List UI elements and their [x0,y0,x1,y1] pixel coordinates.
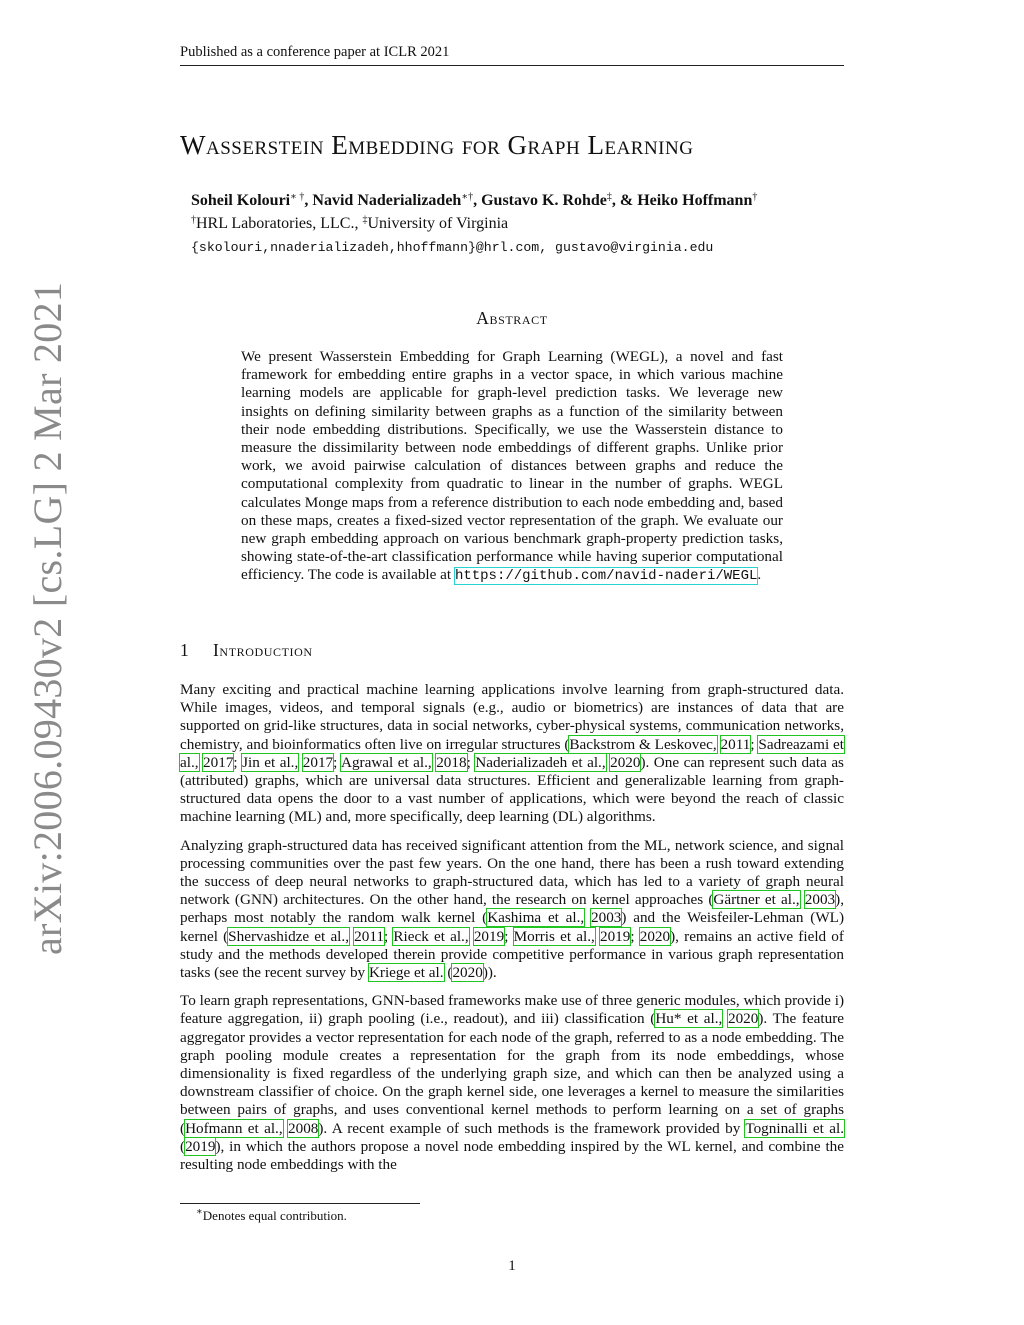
paper-title: Wasserstein Embedding for Graph Learning [180,130,694,160]
citation-link[interactable]: 2020 [610,753,641,771]
separator: ; [630,927,640,945]
separator: ; [466,753,476,771]
citation-link[interactable]: Naderializadeh et al., [475,753,606,771]
citation-link[interactable]: 2019 [599,927,631,945]
citation-link[interactable]: 2019 [473,927,505,945]
author-name: , & Heiko Hoffmann [611,192,753,209]
citation-link[interactable]: 2020 [452,964,483,982]
paragraph-text: ), in which the authors propose a novel node embedding inspired by the WL kernel, and combine the resulting node embeddings with the [180,1137,844,1174]
author-mark: ∗† [461,191,474,203]
citation-link[interactable]: 2003 [804,891,836,909]
paragraph-text: )). [482,964,497,982]
section-title: Introduction [213,640,313,660]
citation-link[interactable]: 2018 [436,753,467,771]
paragraph-text: ). A recent example of such methods is the framework provided by [318,1119,746,1137]
separator: ; [333,753,341,771]
arxiv-stamp: arXiv:2006.09430v2 [cs.LG] 2 Mar 2021 [25,281,70,955]
paragraph-text: Many exciting and practical machine learning applications involve learning from graph-structured data. While images, videos, and temporal signals (e.g., audio or biometrics) are instances of data that are supported on grid-like structures, data in social networks, cyber-physical systems, communication networks, chemistry, and bioinformatics often live on irregular structures ( [180,681,844,753]
section-number: 1 [180,640,190,660]
citation-link[interactable]: Hofmann et al., [185,1119,283,1137]
citation-link[interactable]: Rieck et al., [393,927,469,945]
citation-link[interactable]: 2020 [639,927,671,945]
paragraph-text: ). One can represent such data as (attributed) graphs, which are universal data structures. Efficient and generalizable learning from graph-structured data opens the door to a vast number of applications, which were beyond the reach of classic machine learning (ML) and, more specifically, deep learning (DL) algorithms. [180,753,844,826]
citation-link[interactable]: Jin et al., [242,753,299,771]
paragraph-text: ) and the Weisfeiler-Lehman (WL) kernel ( [180,909,845,945]
separator: ( [443,964,453,982]
citation-link[interactable]: Agrawal et al., [340,753,432,771]
paragraph [180,837,844,983]
paragraph-text: Analyzing graph-structured data has received significant attention from the ML, network science, and signal processing communities over the past few years. On the one hand, there has been a rush toward extending the success of deep neural networks to graph-structured data, which has led to a variety of graph neural network (GNN) architectures. On the other hand, the research on kernel approaches ( [180,836,844,909]
page-number: 1 [508,1258,516,1274]
abstract-end: . [757,566,762,584]
citation-link[interactable]: Shervashidze et al., [228,927,349,945]
citation-link[interactable]: 2011 [354,927,384,945]
abstract-body [241,348,783,586]
citation-link[interactable]: 2008 [288,1119,319,1137]
separator: ; [233,753,243,771]
separator: ; [383,927,394,945]
citation-link[interactable]: 2003 [591,909,622,927]
affiliation-text: University of Virginia [367,215,509,232]
separator: ( [180,1137,186,1155]
author-mark: ∗ † [290,191,305,203]
citation-link[interactable]: 2017 [203,753,234,771]
code-url-link[interactable]: https://github.com/navid-naderi/WEGL [454,568,758,585]
author-emails: {skolouri,nnaderializadeh,hhoffmann}@hrl.com, gustavo@virginia.edu [191,240,714,255]
footnote-text: Denotes equal contribution. [202,1208,347,1223]
citation-link[interactable]: Backstrom & Leskovec, [569,735,717,753]
affiliation-text: HRL Laboratories, LLC., [196,215,363,232]
citation-link[interactable]: 2020 [727,1010,759,1028]
paragraph-text: To learn graph representations, GNN-based frameworks make use of three generic modules, which provide i) feature aggregation, ii) graph pooling (i.e., readout), and iii) classification ( [180,992,844,1028]
author-mark: ‡ [606,191,612,203]
citation-link[interactable]: 2019 [185,1137,216,1155]
author-mark: † [752,191,758,203]
affiliations [191,215,851,233]
paragraph-text: ), perhaps most notably the random walk kernel ( [180,891,844,927]
citation-link[interactable]: Hu* et al., [655,1010,723,1028]
citation-link[interactable]: Gärtner et al., [713,891,800,909]
introduction-body [180,681,844,1184]
paragraph-text: ). The feature aggregator provides a vector representation for each node of the graph, referred to as a node embedding. The graph pooling module creates a representation for the graph from its node embeddings, whose dimensionality is fixed regardless of the underlying graph size, and which can then be analyzed using a downstream classifier of choice. On the graph kernel side, one leverages a kernel to measure the similarities between pairs of graphs, and uses conventional kernel methods to perform learning on a set of graphs ( [180,1010,844,1137]
affiliation-mark: † [191,214,196,226]
separator: ; [750,735,759,753]
footnote [196,1208,347,1224]
paragraph [180,992,844,1174]
paragraph-text: ), remains an active field of study and the methods developed therein provide competitive performance in various graph representation tasks (see the recent survey by [180,927,844,982]
abstract-text: We present Wasserstein Embedding for Graph Learning (WEGL), a novel and fast framework for embedding entire graphs in a vector space, in which various machine learning models are applicable for graph-level prediction tasks. We leverage new insights on defining similarity between graphs as a function of the similarity between their node embedding distributions. Specifically, we use the Wasserstein distance to measure the dissimilarity between node embeddings of different graphs. Unlike prior work, we avoid pairwise calculation of distances between graphs and reduce the computational complexity from quadratic to linear in the number of graphs. WEGL calculates Monge maps from a reference distribution to each node embedding and, based on these maps, creates a fixed-sized vector representation of the graph. We evaluate our new graph embedding approach on various benchmark graph-property prediction tasks, showing state-of-the-art classification performance while having superior computational efficiency. The code is available at [241,348,783,584]
citation-link[interactable]: Morris et al., [513,927,595,945]
author-name: , Navid Naderializadeh [304,192,462,209]
citation-link[interactable]: Togninalli et al. [745,1119,844,1137]
author-name: Soheil Kolouri [191,192,291,209]
running-header: Published as a conference paper at ICLR 2021 [180,44,844,66]
separator: ; [504,927,514,945]
citation-link[interactable]: Sadreazami et al., [180,735,845,771]
footnote-mark: ∗ [196,1206,203,1218]
citation-link[interactable]: Kriege et al. [368,964,444,982]
abstract-heading: Abstract [476,308,548,328]
citation-link[interactable]: Kashima et al., [487,909,585,927]
paragraph [180,681,844,827]
section-heading-introduction [180,640,844,661]
author-name: , Gustavo K. Rohde [473,192,607,209]
citation-link[interactable]: 2017 [302,753,334,771]
author-list [191,192,851,210]
citation-link[interactable]: 2011 [720,735,751,753]
affiliation-mark: ‡ [362,214,368,226]
footnote-divider [180,1203,420,1204]
